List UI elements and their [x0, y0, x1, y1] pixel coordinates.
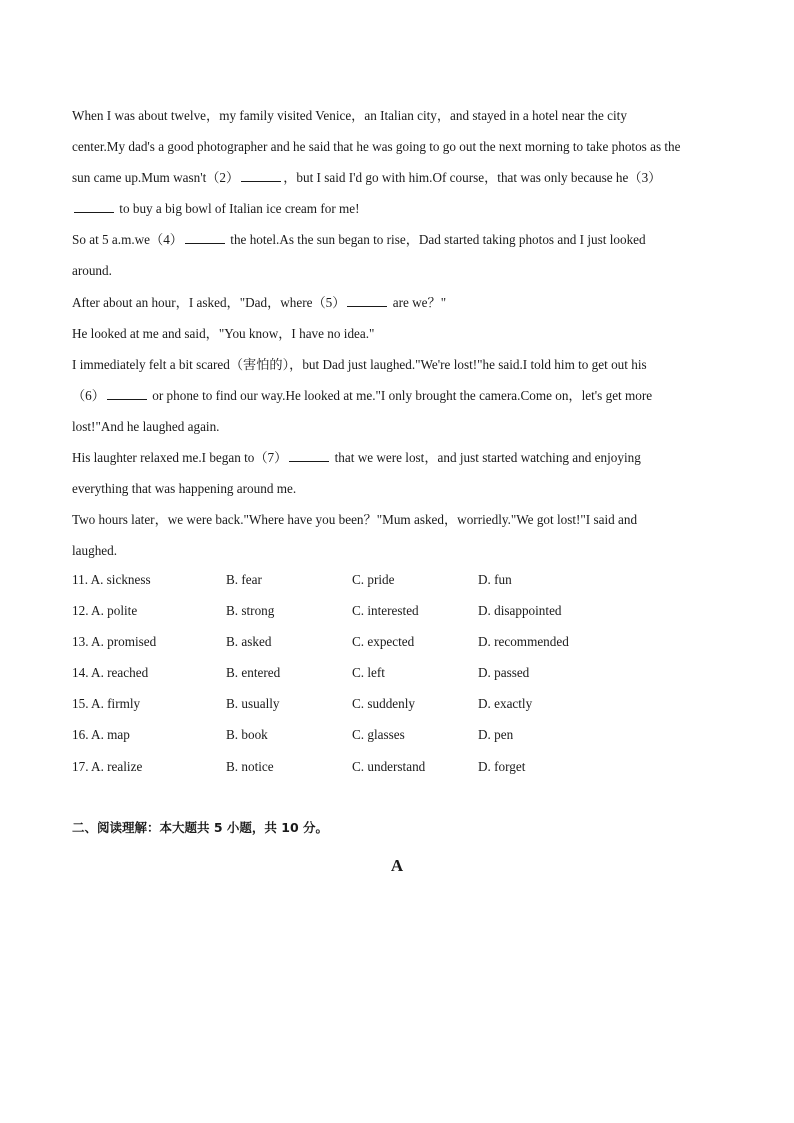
- option-c: C. pride: [352, 572, 395, 587]
- passage-line: around.: [72, 263, 112, 279]
- answer-blank: [241, 171, 281, 182]
- option-a: 12. A. polite: [72, 603, 138, 619]
- answer-blank: [107, 389, 147, 400]
- question-row: [72, 629, 732, 660]
- option-b: B. usually: [226, 696, 280, 712]
- passage-line: to buy a big bowl of Italian ice cream for me!: [72, 193, 732, 224]
- passage-line: （6） or phone to find our way.He looked at me."I only brought the camera.Come on，let's get more: [72, 387, 653, 403]
- passage-line: center.My dad's a good photographer and he said that he was going to go out the next morning to take photos as the: [72, 139, 681, 155]
- passage-line: So at 5 a.m.we（4） the hotel.As the sun began to rise，Dad started taking photos and I just looked: [72, 232, 646, 248]
- part-heading: A: [390, 856, 404, 875]
- passage-line: lost!"And he laughed again.: [72, 418, 220, 434]
- passage-line: When I was about twelve，my family visited Venice，an Italian city，and stayed in a hotel near the city: [72, 108, 627, 123]
- passage-line: I immediately felt a bit scared（害怕的），but Dad just laughed."We're lost!"he said.I told him to get out his: [72, 356, 647, 372]
- passage-line: sun came up.Mum wasn't（2） ，but I said I'd go with him.Of course，that was only because he（3）: [72, 170, 662, 186]
- option-c: C. left: [352, 665, 385, 681]
- option-c: C. interested: [352, 603, 419, 619]
- option-c: C. glasses: [352, 727, 405, 743]
- cloze-passage: [72, 100, 732, 566]
- passage-line: He looked at me and said，"You know，I have no idea.": [72, 325, 375, 341]
- option-b: B. fear: [226, 572, 262, 587]
- answer-blank: [185, 233, 225, 244]
- option-a: 11. A. sickness: [72, 572, 151, 587]
- answer-blank: [347, 296, 387, 307]
- option-d: D. exactly: [478, 696, 533, 712]
- option-d: D. forget: [478, 758, 526, 774]
- option-a: 13. A. promised: [72, 634, 157, 650]
- option-a: 17. A. realize: [72, 758, 143, 774]
- option-d: D. disappointed: [478, 603, 562, 619]
- question-row: [72, 754, 732, 785]
- passage-line: Two hours later，we were back."Where have you been？"Mum asked，worriedly."We got lost!"I said and: [72, 512, 638, 528]
- answer-blank: [74, 202, 114, 213]
- question-row: [72, 598, 732, 629]
- option-b: B. notice: [226, 758, 274, 774]
- passage-line: His laughter relaxed me.I began to（7） that we were lost，and just started watching and enjoying: [72, 450, 641, 466]
- option-a: 15. A. firmly: [72, 696, 141, 712]
- question-row: [72, 722, 732, 753]
- question-row: [72, 660, 732, 691]
- question-row: [72, 691, 732, 722]
- answer-blank: [289, 451, 329, 462]
- option-c: C. suddenly: [352, 696, 416, 712]
- option-c: C. understand: [352, 758, 426, 774]
- option-b: B. book: [226, 727, 268, 743]
- option-d: D. passed: [478, 665, 530, 681]
- option-c: C. expected: [352, 634, 415, 650]
- section-heading: 二、阅读理解：本大题共 5 小题，共 10 分。: [72, 820, 329, 835]
- question-row: [72, 567, 732, 598]
- option-a: 16. A. map: [72, 727, 130, 743]
- option-d: D. fun: [478, 572, 512, 587]
- option-a: 14. A. reached: [72, 665, 149, 681]
- option-b: B. strong: [226, 603, 275, 619]
- option-b: B. entered: [226, 665, 281, 681]
- option-d: D. recommended: [478, 634, 569, 650]
- answer-options: [72, 567, 732, 785]
- option-d: D. pen: [478, 727, 514, 743]
- passage-line: laughed.: [72, 543, 118, 559]
- passage-line: After about an hour，I asked，"Dad，where（5） are we？": [72, 294, 447, 310]
- option-b: B. asked: [226, 634, 272, 650]
- passage-line: everything that was happening around me.: [72, 481, 297, 497]
